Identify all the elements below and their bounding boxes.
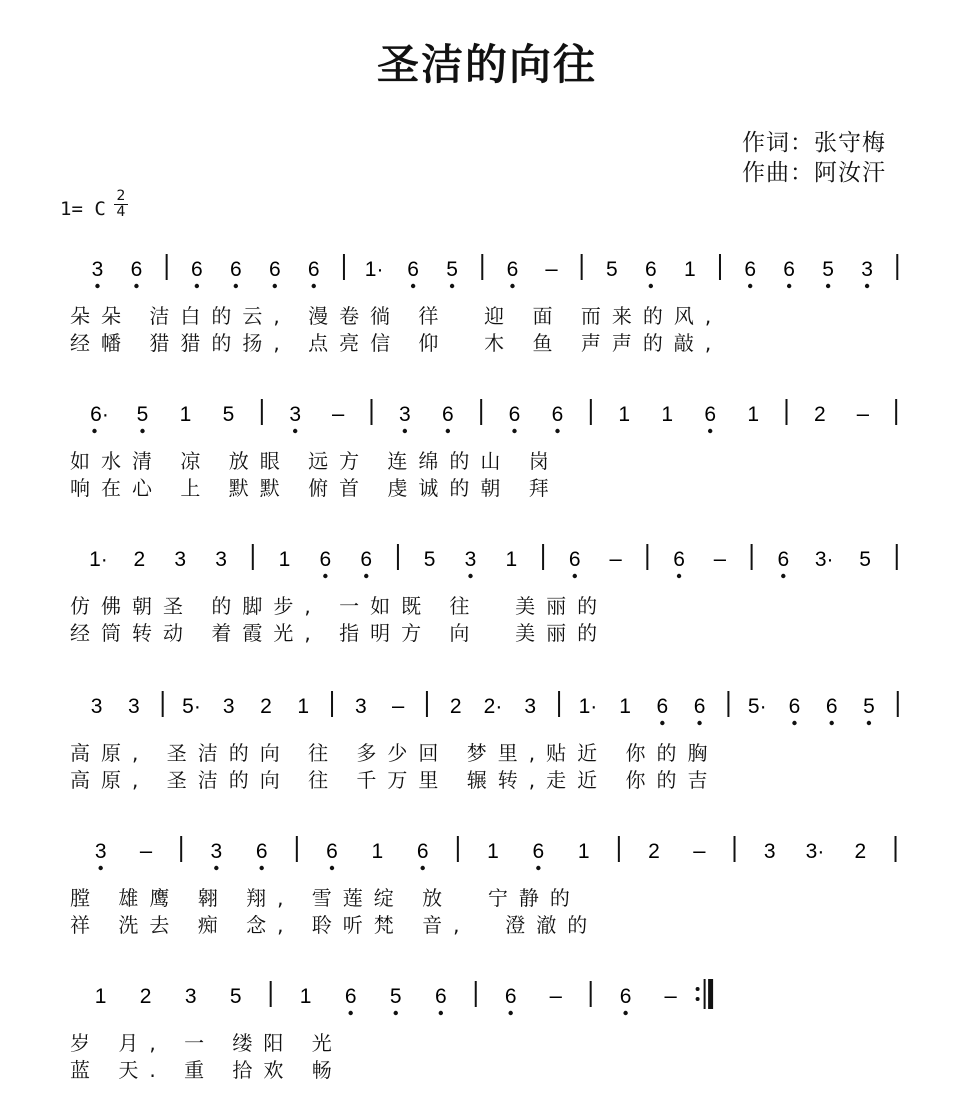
note: 3· xyxy=(814,548,834,571)
note: 6 xyxy=(825,695,838,718)
lower-octave-dot xyxy=(273,284,277,288)
lower-octave-dot xyxy=(95,284,99,288)
lyric-line: 经幡 猎猎的扬, 点亮信 仰 木 鱼 声声的敲, xyxy=(70,331,723,355)
note: 5 xyxy=(822,258,834,281)
note: 5 xyxy=(229,985,242,1008)
lower-octave-dot xyxy=(512,429,516,433)
lower-octave-dot xyxy=(781,574,785,578)
note: 6 xyxy=(788,695,801,718)
extension-dash: – xyxy=(693,838,706,863)
lyric-line: 蓝 天. 重 拾欢 畅 xyxy=(70,1058,343,1082)
note: 1 xyxy=(179,403,192,426)
note: 6 xyxy=(644,258,657,281)
extension-dash: – xyxy=(856,401,869,426)
lower-octave-dot xyxy=(748,284,752,288)
note: 6 xyxy=(619,985,632,1008)
note: 5 xyxy=(389,985,402,1008)
note: 2 xyxy=(648,840,660,863)
note: 1 xyxy=(299,985,312,1008)
note: 6 xyxy=(344,985,357,1008)
note: 5 xyxy=(859,548,871,571)
note: 6 xyxy=(504,985,517,1008)
note: 1 xyxy=(371,840,384,863)
note: 6 xyxy=(360,548,373,571)
lower-octave-dot xyxy=(697,721,701,725)
note: 6· xyxy=(90,403,109,426)
extension-dash: – xyxy=(609,546,622,571)
lyric-line: 朵朵 洁白的云, 漫卷徜 徉 迎 面 而来的风, xyxy=(70,304,723,328)
note: 6 xyxy=(656,695,669,718)
lower-octave-dot xyxy=(446,429,450,433)
note: 3 xyxy=(763,840,776,863)
lower-octave-dot xyxy=(508,1011,512,1015)
time-signature-numerator: 2 xyxy=(116,188,126,204)
note: 3 xyxy=(91,258,104,281)
repeat-end-sign xyxy=(696,979,711,1009)
note: 3 xyxy=(464,548,477,571)
extension-dash: – xyxy=(664,983,677,1008)
lyric-line: 岁 月, 一 缕阳 光 xyxy=(70,1031,343,1055)
key-signature: 1= C xyxy=(60,198,106,220)
lyricist-credit: 作词：张守梅 xyxy=(742,130,886,156)
note: 6 xyxy=(783,258,795,281)
extension-dash: – xyxy=(332,401,345,426)
note: 5 xyxy=(606,258,618,281)
lower-octave-dot xyxy=(420,866,424,870)
note: 6 xyxy=(319,548,332,571)
note: 1 xyxy=(278,548,291,571)
lyric-line: 如水清 凉 放眼 远方 连绵的山 岗 xyxy=(70,449,560,473)
note: 3 xyxy=(210,840,223,863)
composer-credit: 作曲：阿汝汗 xyxy=(742,160,886,186)
note: 1 xyxy=(577,840,590,863)
lower-octave-dot xyxy=(98,866,102,870)
lyric-line: 祥 洗去 痴 念, 聆听梵 音, 澄澈的 xyxy=(70,913,599,937)
lower-octave-dot xyxy=(787,284,791,288)
extension-dash: – xyxy=(391,693,405,718)
lower-octave-dot xyxy=(394,1011,398,1015)
lyric-line: 高原, 圣洁的向 往 多少回 梦里,贴近 你的胸 xyxy=(70,741,719,765)
note: 5 xyxy=(222,403,235,426)
lower-octave-dot xyxy=(826,284,830,288)
note: 1 xyxy=(297,695,310,718)
time-signature-denominator: 4 xyxy=(116,204,126,220)
lyric-line: 膛 雄鹰 翱 翔, 雪莲绽 放 宁静的 xyxy=(70,886,581,910)
note: 5· xyxy=(182,695,201,718)
lower-octave-dot xyxy=(140,429,144,433)
lower-octave-dot xyxy=(623,1011,627,1015)
note: 2· xyxy=(483,695,503,718)
lyric-line: 仿佛朝圣 的脚步, 一如既 往 美丽的 xyxy=(70,594,609,618)
lower-octave-dot xyxy=(214,866,218,870)
note: 1 xyxy=(747,403,760,426)
note: 3 xyxy=(127,695,140,718)
lower-octave-dot xyxy=(649,284,653,288)
lower-octave-dot xyxy=(403,429,407,433)
note: 2 xyxy=(139,985,152,1008)
lower-octave-dot xyxy=(555,429,559,433)
note: 6 xyxy=(268,258,281,281)
note: 3 xyxy=(174,548,187,571)
extension-dash: – xyxy=(549,983,562,1008)
lower-octave-dot xyxy=(348,1011,352,1015)
lower-octave-dot xyxy=(312,284,316,288)
note: 5 xyxy=(863,695,875,718)
lyric-line: 高原, 圣洁的向 往 千万里 辗转,走近 你的吉 xyxy=(70,768,719,792)
note: 1 xyxy=(661,403,674,426)
note: 3 xyxy=(222,695,235,718)
note: 6 xyxy=(508,403,521,426)
lower-octave-dot xyxy=(293,429,297,433)
extension-dash: – xyxy=(713,546,727,571)
note: 6 xyxy=(416,840,429,863)
lower-octave-dot xyxy=(573,574,577,578)
lower-octave-dot xyxy=(792,721,796,725)
note: 2 xyxy=(260,695,272,718)
lower-octave-dot xyxy=(411,284,415,288)
note: 6 xyxy=(255,840,268,863)
note: 1 xyxy=(683,258,696,281)
lower-octave-dot xyxy=(708,429,712,433)
note: 6 xyxy=(568,548,581,571)
note: 6 xyxy=(673,548,685,571)
note: 6 xyxy=(407,258,419,281)
note: 6 xyxy=(704,403,717,426)
note: 3 xyxy=(289,403,302,426)
song-title: 圣洁的向往 xyxy=(376,40,597,89)
note: 1· xyxy=(578,695,598,718)
lyric-line: 经筒转动 着霞光, 指明方 向 美丽的 xyxy=(70,621,609,645)
lower-octave-dot xyxy=(536,866,540,870)
note: 1· xyxy=(89,548,108,571)
note: 2 xyxy=(813,403,826,426)
note: 2 xyxy=(133,548,146,571)
note: 6 xyxy=(130,258,143,281)
note: 3· xyxy=(805,840,825,863)
note: 2 xyxy=(854,840,867,863)
note: 3 xyxy=(90,695,103,718)
lyric-line: 响在心 上 默默 俯首 虔诚的朝 拜 xyxy=(70,476,560,500)
extension-dash: – xyxy=(139,838,153,863)
note: 6 xyxy=(777,548,790,571)
lower-octave-dot xyxy=(829,721,833,725)
note: 6 xyxy=(442,403,454,426)
note: 3 xyxy=(355,695,367,718)
lower-octave-dot xyxy=(468,574,472,578)
note: 3 xyxy=(398,403,411,426)
note: 1 xyxy=(618,403,631,426)
lower-octave-dot xyxy=(195,284,199,288)
note: 6 xyxy=(506,258,519,281)
lower-octave-dot xyxy=(134,284,138,288)
lower-octave-dot xyxy=(865,284,869,288)
lower-octave-dot xyxy=(660,721,664,725)
lower-octave-dot xyxy=(330,866,334,870)
lower-octave-dot xyxy=(450,284,454,288)
note: 2 xyxy=(449,695,462,718)
lower-octave-dot xyxy=(323,574,327,578)
lower-octave-dot xyxy=(677,574,681,578)
note: 5 xyxy=(423,548,436,571)
note: 5· xyxy=(747,695,767,718)
note: 3 xyxy=(524,695,537,718)
note: 5 xyxy=(136,403,149,426)
note: 1 xyxy=(505,548,518,571)
note: 1 xyxy=(619,695,631,718)
note: 1 xyxy=(94,985,107,1008)
lower-octave-dot xyxy=(510,284,514,288)
extension-dash: – xyxy=(545,256,558,281)
note: 3 xyxy=(94,840,107,863)
lower-octave-dot xyxy=(439,1011,443,1015)
lower-octave-dot xyxy=(364,574,368,578)
note: 6 xyxy=(191,258,203,281)
lower-octave-dot xyxy=(234,284,238,288)
note: 3 xyxy=(215,548,227,571)
lower-octave-dot xyxy=(92,429,96,433)
note: 6 xyxy=(551,403,564,426)
note: 1· xyxy=(364,258,384,281)
note: 1 xyxy=(487,840,499,863)
lower-octave-dot xyxy=(867,721,871,725)
note: 6 xyxy=(326,840,338,863)
note: 6 xyxy=(229,258,242,281)
note: 3 xyxy=(184,985,197,1008)
note: 6 xyxy=(434,985,447,1008)
note: 6 xyxy=(693,695,706,718)
note: 6 xyxy=(307,258,320,281)
note: 6 xyxy=(532,840,545,863)
note: 3 xyxy=(861,258,873,281)
lower-octave-dot xyxy=(259,866,263,870)
note: 6 xyxy=(744,258,757,281)
note: 5 xyxy=(446,258,458,281)
